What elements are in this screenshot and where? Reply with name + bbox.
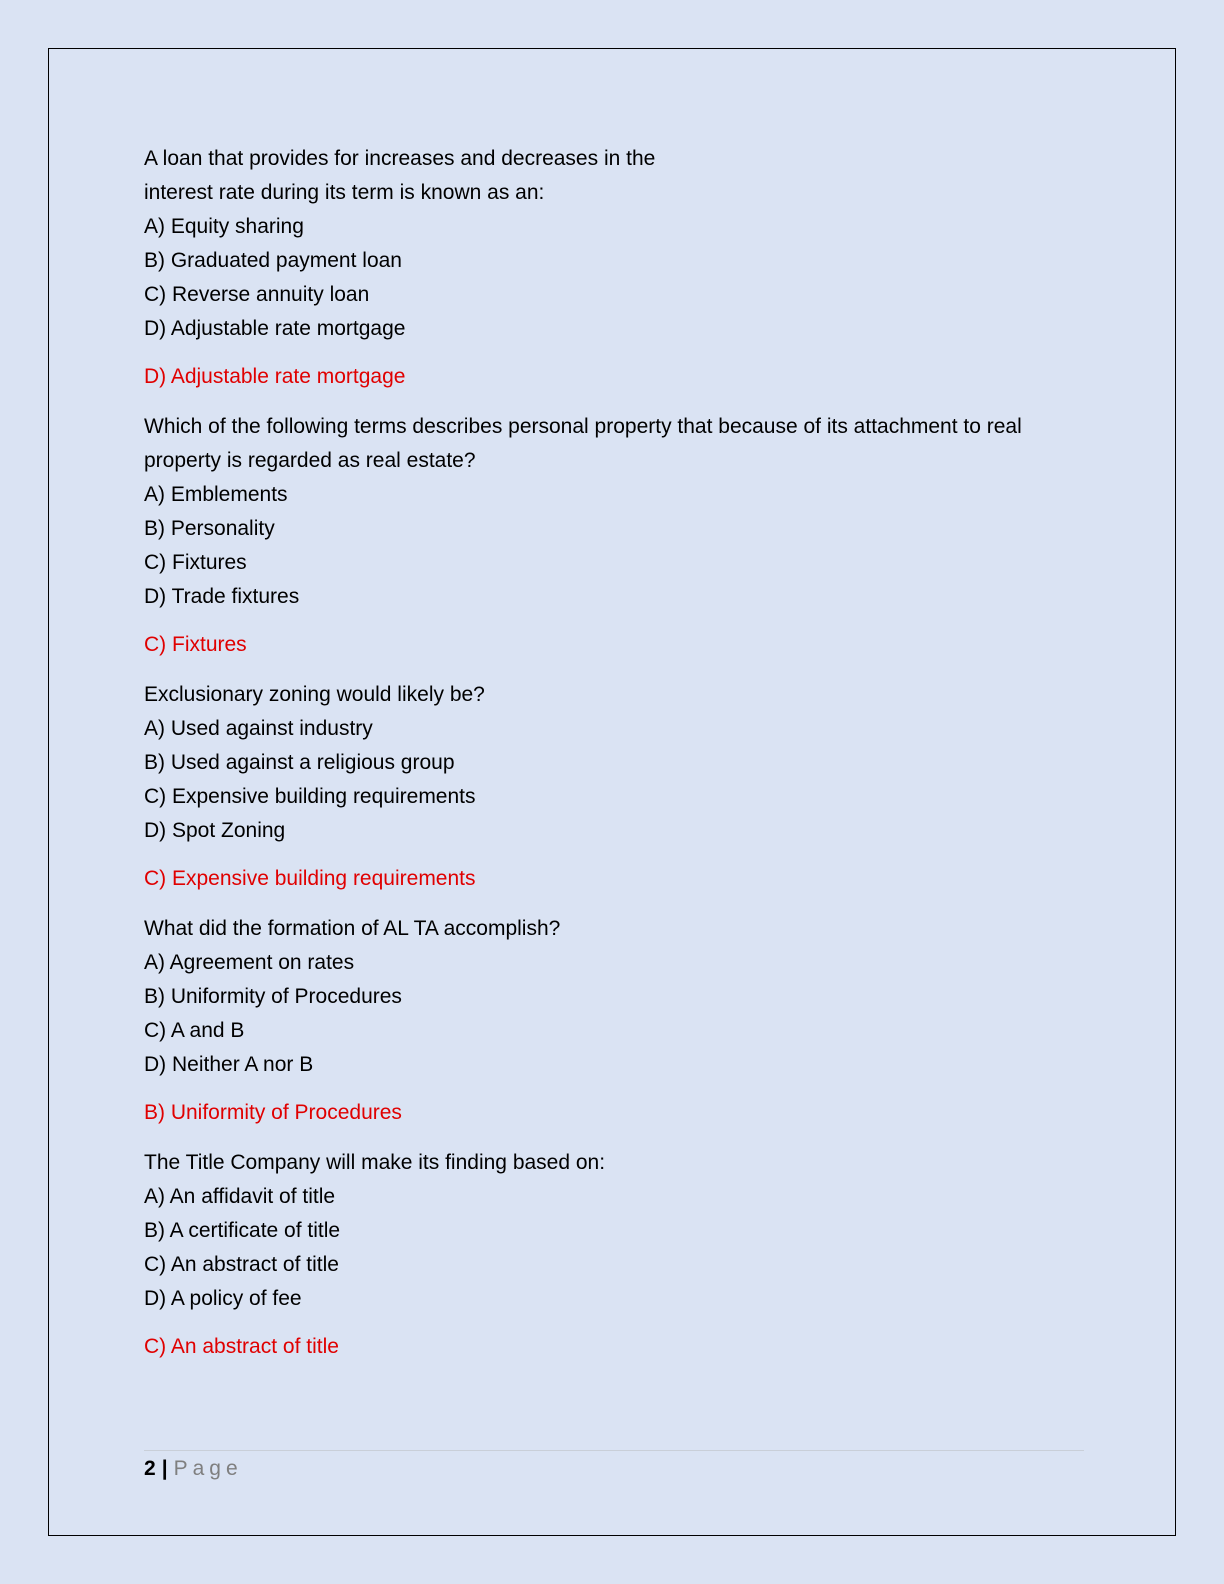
question-block [144,678,1084,896]
option-a: A) An affidavit of title [144,1185,336,1208]
option-c: C) Expensive building requirements [144,785,476,808]
option-c: C) Reverse annuity loan [144,283,370,306]
page-label: Page [173,1457,243,1480]
option-d: D) Spot Zoning [144,819,286,842]
option-b: B) Used against a religious group [144,751,455,774]
question-block [144,410,1084,662]
question-text-line: property is regarded as real estate? [144,449,476,472]
option-b: B) Graduated payment loan [144,249,402,272]
answer-text: B) Uniformity of Procedures [144,1101,402,1124]
option-d: D) Neither A nor B [144,1053,314,1076]
option-a: A) Agreement on rates [144,951,355,974]
answer-text: C) Expensive building requirements [144,867,476,890]
option-b: B) Personality [144,517,275,540]
question-text-line: Which of the following terms describes personal property that because of its attachment to real [144,415,1022,438]
page-footer [144,1454,243,1484]
option-b: B) Uniformity of Procedures [144,985,402,1008]
question-list [144,142,1084,1380]
option-b: B) A certificate of title [144,1219,341,1242]
answer-text: C) An abstract of title [144,1335,339,1358]
page-number: 2 [144,1457,156,1480]
option-a: A) Equity sharing [144,215,304,238]
option-a: A) Used against industry [144,717,373,740]
option-d: D) Trade fixtures [144,585,300,608]
question-text-line: Exclusionary zoning would likely be? [144,683,485,706]
option-c: C) Fixtures [144,551,247,574]
answer-text: C) Fixtures [144,633,247,656]
option-d: D) Adjustable rate mortgage [144,317,406,340]
question-text-line: interest rate during its term is known as an: [144,181,545,204]
question-text-line: A loan that provides for increases and decreases in the [144,147,656,170]
option-d: D) A policy of fee [144,1287,302,1310]
option-a: A) Emblements [144,483,288,506]
question-block [144,142,1084,394]
question-block [144,1146,1084,1364]
option-c: C) A and B [144,1019,245,1042]
footer-divider [144,1450,1084,1451]
question-text-line: The Title Company will make its finding based on: [144,1151,606,1174]
question-block [144,912,1084,1130]
question-text-line: What did the formation of AL TA accomplish? [144,917,561,940]
footer-separator: | [161,1457,168,1480]
option-c: C) An abstract of title [144,1253,339,1276]
answer-text: D) Adjustable rate mortgage [144,365,406,388]
